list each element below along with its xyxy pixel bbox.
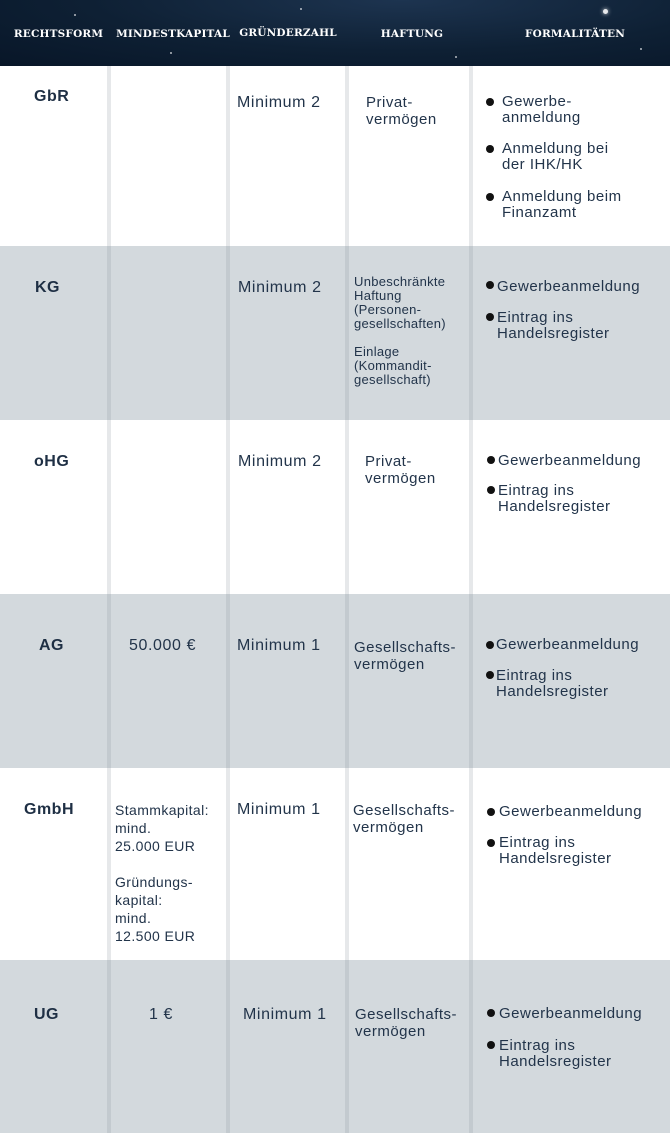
formalitaet-item: Eintrag ins Handelsregister bbox=[497, 309, 610, 342]
mindestkapital-cell: Stammkapital: mind. 25.000 EUR Gründungs- kapital: mind. 12.500 EUR bbox=[115, 802, 209, 944]
haftung-cell: Privat- vermögen bbox=[365, 453, 436, 487]
star-decoration bbox=[74, 14, 76, 16]
bullet-icon bbox=[487, 1009, 495, 1017]
gruenderzahl-cell: Minimum 2 bbox=[238, 453, 322, 470]
gruenderzahl-cell: Minimum 1 bbox=[237, 637, 321, 654]
table-row bbox=[0, 960, 670, 1133]
haftung-cell: Gesellschafts- vermögen bbox=[353, 802, 456, 836]
rechtsform-cell: oHG bbox=[34, 453, 70, 470]
star-decoration bbox=[300, 8, 302, 10]
formalitaet-item: Eintrag ins Handelsregister bbox=[499, 834, 612, 867]
column-divider bbox=[345, 66, 349, 1133]
bullet-icon bbox=[486, 671, 494, 679]
rechtsform-cell: UG bbox=[34, 1006, 59, 1023]
bullet-icon bbox=[487, 486, 495, 494]
column-divider bbox=[226, 66, 230, 1133]
bullet-icon bbox=[487, 1041, 495, 1049]
formalitaet-item: Eintrag ins Handelsregister bbox=[498, 482, 611, 515]
formalitaet-item: Anmeldung bei der IHK/HK bbox=[502, 140, 609, 173]
star-decoration bbox=[603, 9, 608, 14]
rechtsform-cell: GmbH bbox=[24, 801, 74, 818]
mindestkapital-cell: 50.000 € bbox=[129, 637, 197, 654]
column-divider bbox=[107, 66, 111, 1133]
table-header bbox=[0, 0, 670, 66]
bullet-icon bbox=[486, 193, 494, 201]
bullet-icon bbox=[486, 145, 494, 153]
haftung-cell: Gesellschafts- vermögen bbox=[355, 1006, 458, 1040]
formalitaet-item: Eintrag ins Handelsregister bbox=[496, 667, 609, 700]
star-decoration bbox=[455, 56, 457, 58]
header-mindestkapital: MINDESTKAPITAL bbox=[116, 28, 230, 40]
formalitaet-item: Eintrag ins Handelsregister bbox=[499, 1037, 612, 1070]
gruenderzahl-cell: Minimum 1 bbox=[237, 801, 321, 818]
formalitaet-item: Gewerbeanmeldung bbox=[499, 1005, 643, 1022]
table-row bbox=[0, 420, 670, 594]
rechtsform-cell: GbR bbox=[34, 88, 70, 105]
formalitaet-item: Gewerbeanmeldung bbox=[499, 803, 643, 820]
star-decoration bbox=[640, 48, 642, 50]
bullet-icon bbox=[487, 839, 495, 847]
rechtsform-cell: KG bbox=[35, 279, 60, 296]
bullet-icon bbox=[486, 98, 494, 106]
haftung-cell: Gesellschafts- vermögen bbox=[354, 639, 457, 673]
mindestkapital-cell: 1 € bbox=[149, 1006, 174, 1023]
gruenderzahl-cell: Minimum 2 bbox=[237, 94, 321, 111]
table-row bbox=[0, 594, 670, 768]
star-decoration bbox=[170, 52, 172, 54]
table-row bbox=[0, 246, 670, 420]
bullet-icon bbox=[486, 641, 494, 649]
formalitaet-item: Anmeldung beim Finanzamt bbox=[502, 188, 622, 221]
haftung-cell: Privat- vermögen bbox=[366, 94, 437, 128]
column-divider bbox=[469, 66, 473, 1133]
table-row bbox=[0, 66, 670, 246]
gruenderzahl-cell: Minimum 1 bbox=[243, 1006, 327, 1023]
bullet-icon bbox=[486, 281, 494, 289]
bullet-icon bbox=[487, 456, 495, 464]
haftung-cell: Unbeschränkte Haftung (Personen- gesellschaften) Einlage (Kommandit- gesellschaft) bbox=[354, 274, 446, 387]
bullet-icon bbox=[486, 313, 494, 321]
formalitaet-item: Gewerbe- anmeldung bbox=[502, 93, 581, 126]
bullet-icon bbox=[487, 808, 495, 816]
table-row bbox=[0, 768, 670, 960]
header-rechtsform: RECHTSFORM bbox=[13, 28, 104, 40]
formalitaet-item: Gewerbeanmeldung bbox=[496, 636, 640, 653]
formalitaet-item: Gewerbeanmeldung bbox=[498, 452, 642, 469]
header-formalitaeten: FORMALITÄTEN bbox=[524, 28, 626, 40]
header-haftung: HAFTUNG bbox=[380, 28, 444, 40]
formalitaet-item: Gewerbeanmeldung bbox=[497, 278, 641, 295]
rechtsform-cell: AG bbox=[39, 637, 64, 654]
gruenderzahl-cell: Minimum 2 bbox=[238, 279, 322, 296]
header-gruenderzahl: GRÜNDERZAHL bbox=[239, 27, 337, 39]
